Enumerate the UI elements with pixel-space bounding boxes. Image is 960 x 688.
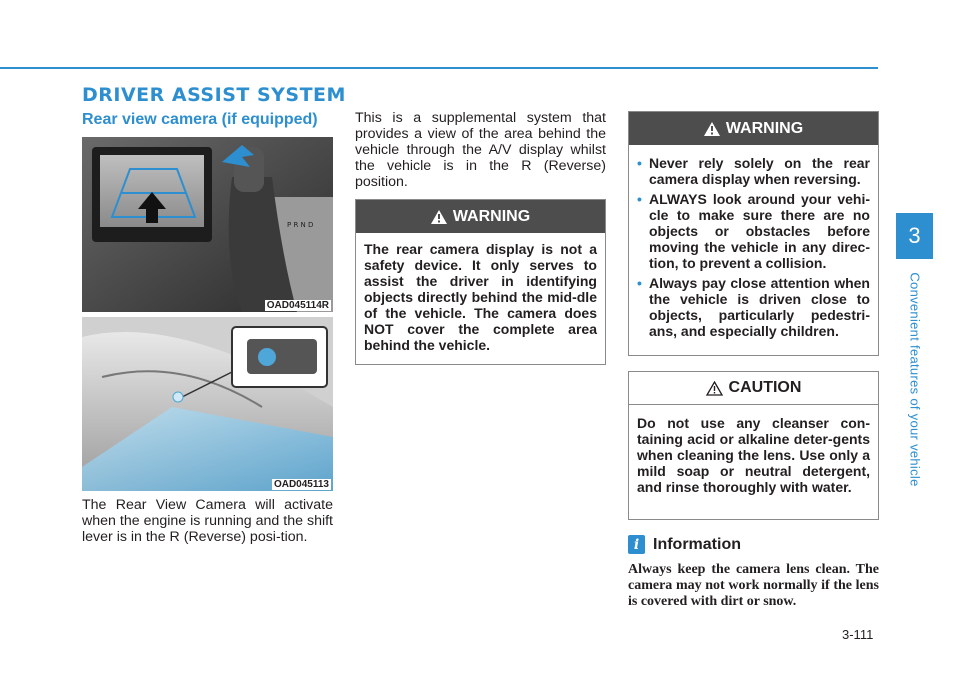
warning-triangle-icon [704, 122, 720, 136]
warning-list-item: • Always pay close attention when the vehicle is driven close to objects, particularly pedestri-ans, and especially children. [637, 275, 870, 339]
info-icon: i [628, 535, 645, 554]
warning-list-item: • Never rely solely on the rear camera display when reversing. [637, 155, 870, 187]
warning-box-middle [355, 199, 606, 365]
subsection-title: Rear view camera (if equipped) [82, 111, 318, 128]
bullet-icon: • [637, 191, 642, 207]
chapter-tab: 3 [896, 213, 933, 259]
warning-triangle-icon [431, 210, 447, 224]
warning-list [629, 145, 878, 353]
rear-camera-illustration [82, 317, 333, 491]
figure-code: OAD045113 [273, 479, 329, 490]
chapter-label [900, 262, 930, 497]
chapter-label-text: Convenient features of your vehicle [907, 272, 923, 487]
warning-body: The rear camera display is not a safety device. It only serves to assist the driver in identifying objects directly behind the mid-dle of the vehicle. The camera does NOT cover the complete area behind the vehicle. [364, 241, 597, 353]
bullet-icon: • [637, 275, 642, 291]
warning-title: WARNING [452, 207, 531, 225]
top-rule [0, 67, 878, 69]
warning-title: WARNING [725, 119, 804, 137]
page-number: 3-111 [842, 627, 874, 642]
caution-header [629, 372, 878, 405]
bullet-icon: • [637, 155, 642, 171]
middle-body-text: This is a supplemental system that provides a view of the area behind the vehicle through the A/V display whilst the vehicle is in the R (Reverse) position. [355, 110, 606, 190]
section-title: DRIVER ASSIST SYSTEM [82, 84, 346, 106]
caution-title: CAUTION [728, 379, 802, 396]
warning-list-item: • ALWAYS look around your vehi-cle to make sure there are no objects or obstacles before moving the vehicle in any direc-tion, to prevent a collision. [637, 191, 870, 271]
svg-text:P R N D: P R N D [287, 221, 314, 229]
warning-header [356, 200, 605, 233]
figure-code: OAD045114R [266, 300, 329, 311]
information-heading [628, 535, 741, 554]
caution-body: Do not use any cleanser con-taining acid or alkaline deter-gents when cleaning the lens. Use only a mild soap or neutral detergent, and rinse thoroughly with water. [637, 415, 870, 495]
figure-display-shifter [82, 137, 333, 312]
caution-box [628, 371, 879, 520]
display-shifter-illustration [82, 137, 333, 312]
left-body-text: The Rear View Camera will activate when the engine is running and the shift lever is in the R (Reverse) posi-tion. [82, 497, 333, 545]
caution-triangle-icon [706, 381, 723, 396]
figure-rear-camera [82, 317, 333, 491]
information-title: Information [653, 535, 741, 553]
warning-header [629, 112, 878, 145]
warning-box-right [628, 111, 879, 356]
information-body: Always keep the camera lens clean. The camera may not work normally if the lens is covered with dirt or snow. [628, 562, 879, 609]
